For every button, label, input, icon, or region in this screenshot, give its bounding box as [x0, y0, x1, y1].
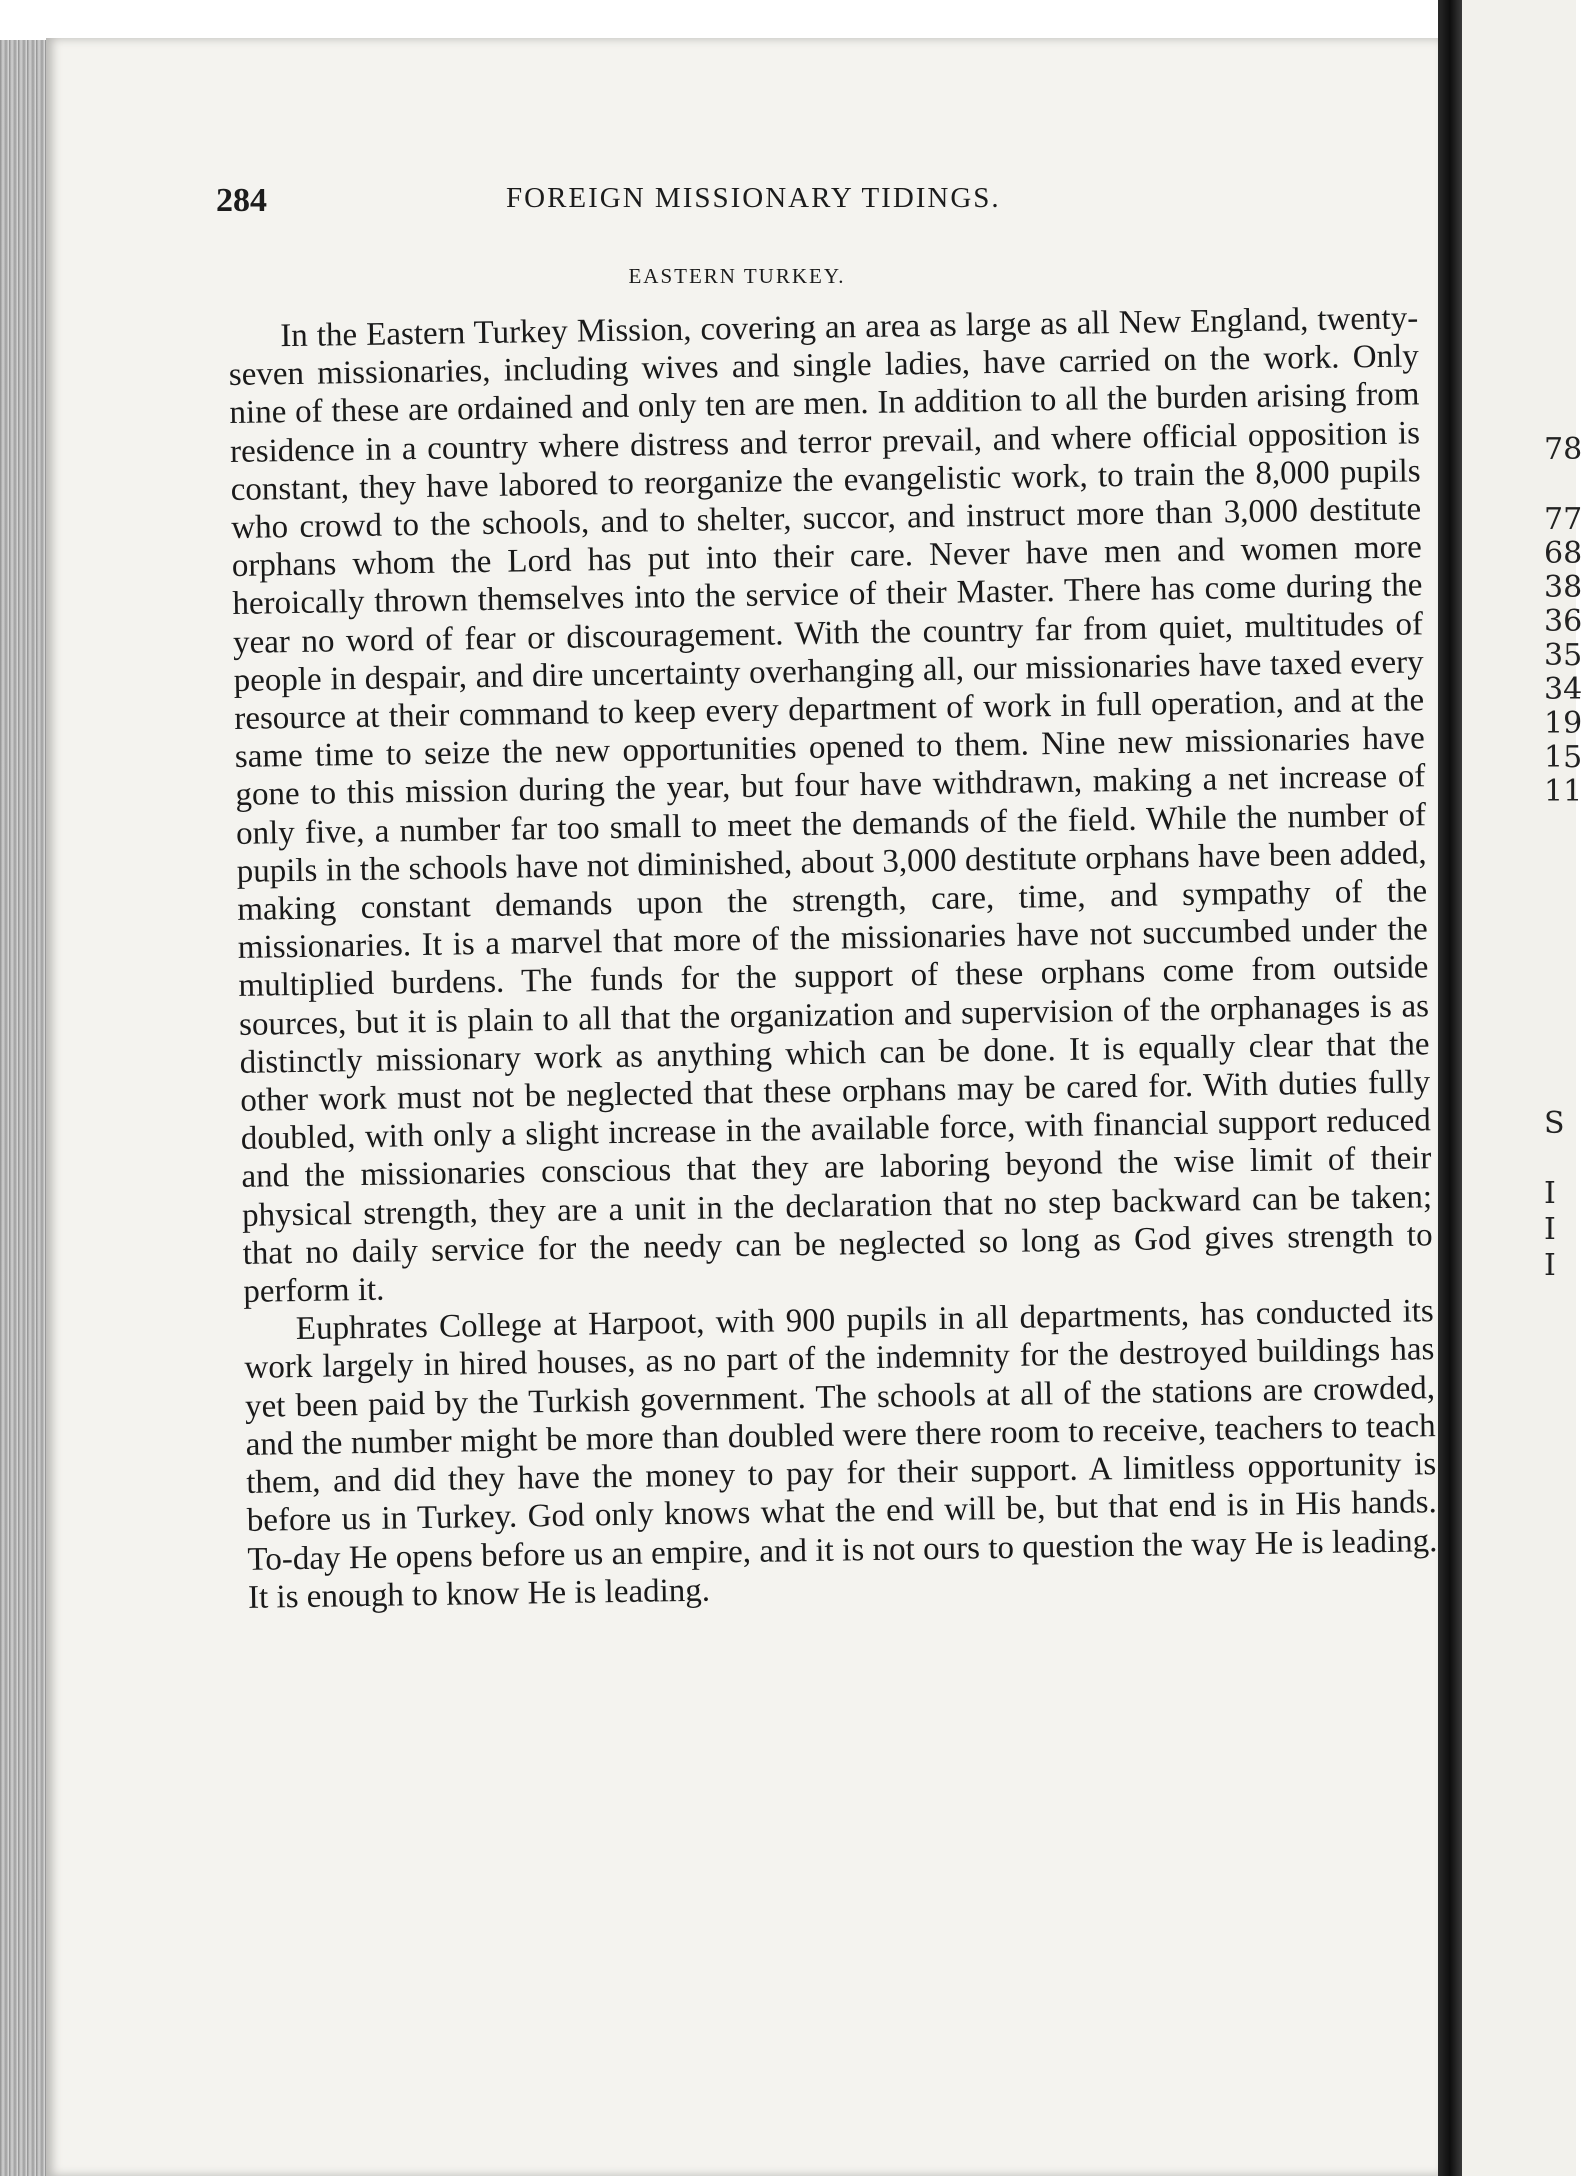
- facing-page-fragment: I: [1544, 1176, 1556, 1211]
- facing-page-fragment: 77: [1544, 502, 1582, 537]
- facing-page-fragment: 34: [1544, 672, 1582, 707]
- facing-page-fragment: I: [1544, 1212, 1556, 1247]
- section-heading: EASTERN TURKEY.: [628, 264, 846, 288]
- facing-page-fragment: 38: [1544, 570, 1582, 605]
- running-head: [216, 178, 1136, 224]
- article-body: [228, 299, 1438, 1616]
- paragraph: In the Eastern Turkey Mission, covering an area as large as all New England, twenty-seven missionaries, including wives and single ladies, have carried on the work. Only nine of these are ordained and only ten are men. In addition to all the burden arising from residence in a country where distress and terror prevail, and where official opposition is constant, they have labored to reorganize the evangelistic work, to train the 8,000 pupils who crowd to the schools, and to shelter, succor, and instruct more than 3,000 destitute orphans whom the Lord has put into their care. Never have men and women more heroically thrown themselves into the service of their Master. There has come during the year no word of fear or discouragement. With the country far from quiet, multitudes of people in despair, and dire uncertainty overhanging all, our missionaries have taxed every resource at their command to keep every department of work in full operation, and at the same time to seize the new opportunities opened to them. Nine new missionaries have gone to this mission during the year, but four have withdrawn, making a net increase of only five, a number far too small to meet the demands of the field. While the number of pupils in the schools have not diminished, about 3,000 destitute orphans have been added, making constant demands upon the strength, care, time, and sympathy of the missionaries. It is a marvel that more of the missionaries have not succumbed under the multiplied burdens. The funds for the support of these orphans come from outside sources, but it is plain to all that the organization and supervision of the orphanages is as distinctly missionary work as anything which can be done. It is equally clear that the other work must not be neglected that these orphans may be cared for. With duties fully doubled, with only a slight increase in the available force, with financial support reduced and the missionaries conscious that they are laboring beyond the wise limit of their physical strength, they are a unit in the declaration that no step backward can be taken; that no daily service for the needy can be neglected so long as God gives strength to perform it.: [228, 300, 1433, 1310]
- book-gutter: [1438, 0, 1462, 2176]
- facing-page-fragment: I: [1544, 1248, 1556, 1283]
- facing-page-fragment: 78: [1544, 432, 1582, 467]
- journal-title: FOREIGN MISSIONARY TIDINGS.: [506, 182, 1001, 214]
- page-number: 284: [216, 182, 267, 219]
- facing-page-fragment: 35: [1544, 638, 1582, 673]
- facing-page-fragment: 68: [1544, 536, 1582, 571]
- paragraph: Euphrates College at Harpoot, with 900 pupils in all departments, has conducted its work largely in hired houses, as no part of the indemnity for the destroyed buildings has yet been paid by the Turkish government. The schools at all of the stations are crowded, and the number might be more than doubled were there room to receive, teachers to teach them, and did they have the money to pay for their support. A limitless opportunity is before us in Turkey. God only knows what the end will be, but that end is in His hands. To-day He opens before us an empire, and it is not ours to question the way He is leading. It is enough to know He is leading.: [244, 1293, 1438, 1616]
- facing-page-fragment: 11: [1544, 774, 1582, 809]
- book-page: [46, 38, 1438, 2176]
- facing-page-edge: [1462, 0, 1582, 2176]
- facing-page-fragment: 19: [1544, 706, 1582, 741]
- facing-page-fragment: 36: [1544, 604, 1582, 639]
- facing-page-fragment: 15: [1544, 740, 1582, 775]
- facing-page-fragment: S: [1544, 1106, 1565, 1141]
